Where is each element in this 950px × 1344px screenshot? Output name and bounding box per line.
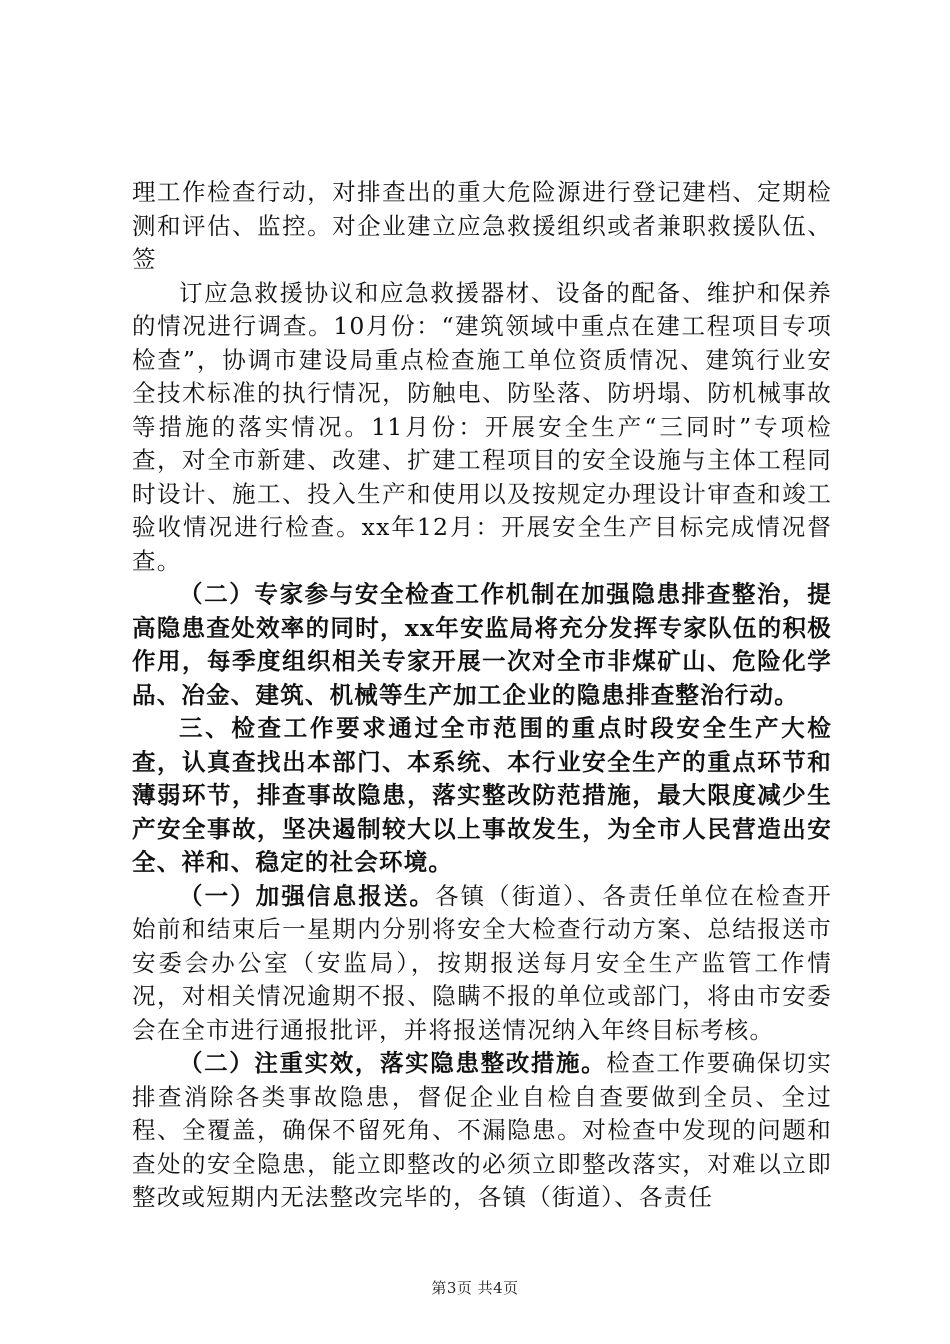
paragraph-text: （二）专家参与安全检查工作机制在加强隐患排查整治，提高隐患查处效率的同时，xx年安监局将充分发挥专家队伍的积极作用，每季度组织相关专家开展一次对全市非煤矿山、危险化学品、冶金、建筑、机械等生产加工企业的隐患排查整治行动。 bbox=[132, 580, 832, 709]
document-body bbox=[132, 176, 832, 1215]
page-number-label: 第3页 共4页 bbox=[431, 1279, 519, 1297]
paragraph-text: 检查工作要确保切实排查消除各类事故隐患，督促企业自检自查要做到全员、全过程、全覆盖，确保不留死角、不漏隐患。对检查中发现的问题和查处的安全隐患，能立即整改的必须立即整改落实，对难以立即整改或短期内无法整改完毕的，各镇（街道）、各责任 bbox=[132, 1049, 832, 1211]
paragraph-schedule bbox=[132, 277, 832, 579]
paragraph-rectification bbox=[132, 1047, 832, 1215]
paragraph-text: 理工作检查行动，对排查出的重大危险源进行登记建档、定期检测和评估、监控。对企业建立应急救援组织或者兼职救援队伍、签 bbox=[132, 178, 832, 273]
paragraph-text: 各镇（街道）、各责任单位在检查开始前和结束后一星期内分别将安全大检查行动方案、总结报送市安委会办公室（安监局），按期报送每月安全生产监管工作情况，对相关情况逾期不报、隐瞒不报的单位或部门，将由市安委会在全市进行通报批评，并将报送情况纳入年终目标考核。 bbox=[132, 881, 833, 1044]
paragraph-lead: （二）注重实效，落实隐患整改措施。 bbox=[179, 1049, 607, 1077]
paragraph-lead: （一）加强信息报送。 bbox=[179, 881, 436, 910]
paragraph-expert-mechanism bbox=[132, 578, 832, 712]
paragraph-text: 订应急救援协议和应急救援器材、设备的配备、维护和保养的情况进行调查。10月份：“建筑领域中重点在建工程项目专项检查”，协调市建设局重点检查施工单位资质情况、建筑行业安全技术标准的执行情况，防触电、防坠落、防坍塌、防机械事故等措施的落实情况。11月份：开展安全生产“三同时”专项检查，对全市新建、改建、扩建工程项目的安全设施与主体工程同时设计、施工、投入生产和使用以及按规定办理设计审查和竣工验收情况进行检查。xx年12月：开展安全生产目标完成情况督查。 bbox=[132, 278, 832, 575]
paragraph-continuation bbox=[132, 176, 832, 277]
paragraph-info-reporting bbox=[132, 880, 832, 1048]
page-footer bbox=[0, 1277, 950, 1298]
paragraph-text: 三、检查工作要求通过全市范围的重点时段安全生产大检查，认真查找出本部门、本系统、本行业安全生产的重点环节和薄弱环节，排查事故隐患，落实整改防范措施，最大限度减少生产安全事故，坚决遏制较大以上事故发生，为全市人民营造出安全、祥和、稳定的社会环境。 bbox=[132, 714, 832, 876]
paragraph-section-three bbox=[132, 712, 832, 880]
